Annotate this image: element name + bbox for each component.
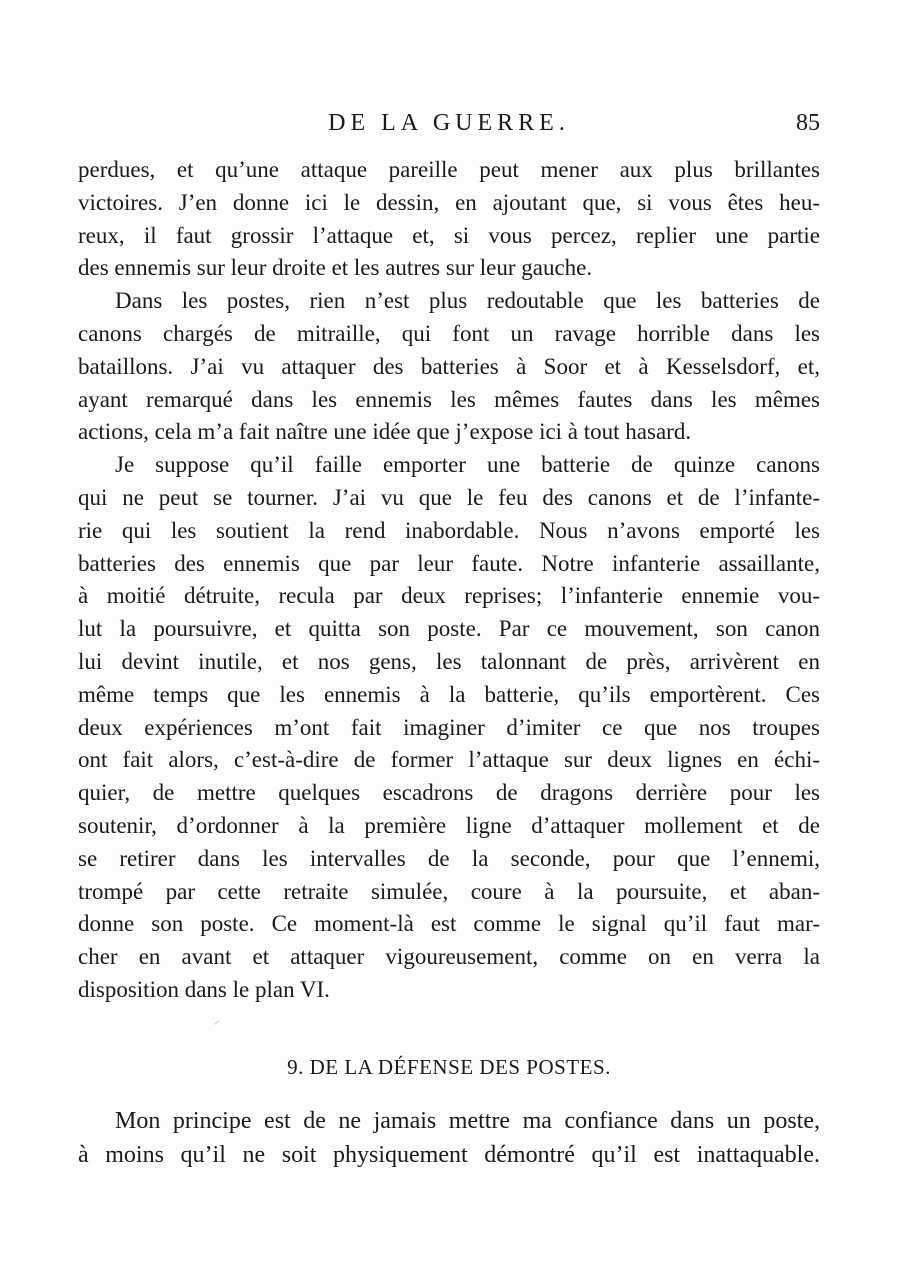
text-line: rie qui les soutient la rend inabordable. Nous n’avons emporté les	[78, 517, 820, 543]
section-paragraph	[78, 1104, 820, 1172]
paper-speck	[214, 1020, 219, 1025]
body-text	[78, 154, 820, 1007]
text-line: actions, cela m’a fait naître une idée que j’expose ici à tout hasard.	[78, 419, 692, 445]
text-line: disposition dans le plan VI.	[78, 976, 330, 1002]
text-line: à moins qu’il ne soit physiquement démontré qu’il est inattaquable.	[78, 1142, 820, 1168]
text-line: ont fait alors, c’est-à-dire de former l’attaque sur deux lignes en échi-	[78, 747, 820, 773]
text-line: à moitié détruite, recula par deux reprises; l’infanterie ennemie vou-	[78, 583, 820, 609]
text-line: canons chargés de mitraille, qui font un ravage horrible dans les	[78, 320, 820, 346]
text-line: soutenir, d’ordonner à la première ligne d’attaquer mollement et de	[78, 812, 820, 838]
running-title: DE LA GUERRE.	[328, 110, 570, 136]
section-heading: 9. DE LA DÉFENSE DES POSTES.	[287, 1055, 611, 1079]
text-line: ayant remarqué dans les ennemis les mêmes fautes dans les mêmes	[78, 386, 820, 412]
text-line: même temps que les ennemis à la batterie, qu’ils emportèrent. Ces	[78, 681, 820, 707]
text-line: quier, de mettre quelques escadrons de dragons derrière pour les	[78, 780, 820, 806]
text-line: deux expériences m’ont fait imaginer d’imiter ce que nos troupes	[78, 714, 820, 740]
text-line: qui ne peut se tourner. J’ai vu que le feu des canons et de l’infante-	[78, 484, 820, 510]
text-line: donne son poste. Ce moment-là est comme le signal qu’il faut mar-	[78, 911, 820, 937]
text-line: Mon principe est de ne jamais mettre ma confiance dans un poste,	[115, 1108, 820, 1134]
text-line: des ennemis sur leur droite et les autres sur leur gauche.	[78, 255, 593, 281]
paragraph-3	[78, 449, 820, 1007]
text-line: reux, il faut grossir l’attaque et, si vous percez, replier une partie	[78, 222, 820, 248]
text-line: trompé par cette retraite simulée, coure à la poursuite, et aban-	[78, 878, 820, 904]
text-line: bataillons. J’ai vu attaquer des batteries à Soor et à Kesselsdorf, et,	[78, 353, 820, 379]
text-line: perdues, et qu’une attaque pareille peut mener aux plus brillantes	[78, 157, 820, 182]
text-line: cher en avant et attaquer vigoureusement, comme on en verra la	[78, 944, 820, 970]
text-line: batteries des ennemis que par leur faute. Notre infanterie assaillante,	[78, 550, 820, 576]
text-line: lui devint inutile, et nos gens, les talonnant de près, arrivèrent en	[78, 648, 820, 674]
text-line: se retirer dans les intervalles de la seconde, pour que l’ennemi,	[78, 845, 820, 871]
paragraph-1	[78, 154, 820, 285]
page-header	[78, 110, 820, 142]
text-line: victoires. J’en donne ici le dessin, en ajoutant que, si vous êtes heu-	[78, 189, 820, 215]
text-line: Dans les postes, rien n’est plus redoutable que les batteries de	[115, 288, 820, 314]
paragraph-2	[78, 285, 820, 449]
page-number: 85	[796, 110, 820, 136]
text-line: lut la poursuivre, et quitta son poste. Par ce mouvement, son canon	[78, 616, 820, 642]
text-line: Je suppose qu’il faille emporter une batterie de quinze canons	[115, 452, 820, 478]
